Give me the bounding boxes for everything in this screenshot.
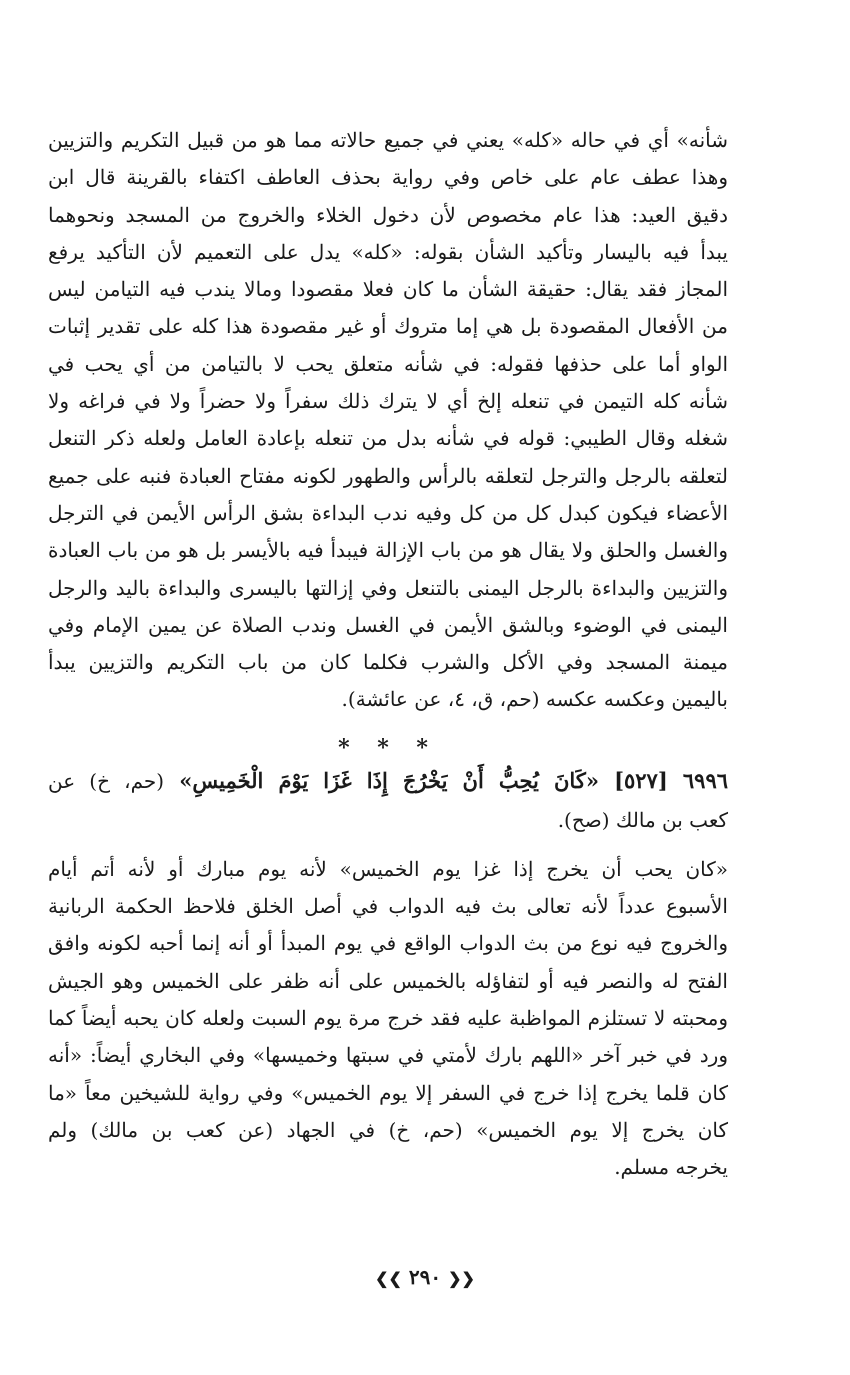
text-line: دقيق العيد: هذا عام مخصوص لأن دخول الخلاء والخروج من المسجد ونحوهما (48, 202, 728, 227)
section-separator: * * * (338, 734, 438, 761)
text-line: الواو أما على حذفها فقوله: في شأنه متعلق يحب لا بالتيامن من أي يحب في (48, 351, 728, 376)
text-line: يخرجه مسلم. (614, 1155, 728, 1180)
text-line: شأنه كله التيمن في تنعله إلخ أي لا يترك ذلك سفراً ولا حضراً ولا في فراغه ولا (48, 389, 728, 414)
hadith-heading (48, 761, 728, 843)
text-line: باليمين وعكسه عكسه (حم، ق، ٤، عن عائشة). (341, 687, 728, 712)
hadith-bracket-number: [٥٢٧] (614, 767, 668, 793)
text-line: والخروج فيه نوع من بث الدواب الواقع في يوم المبدأ أو أنه إنما أحبه لكونه وافق (48, 931, 728, 956)
page-number: ٢٩٠ (408, 1265, 442, 1289)
text-line: كان يخرج إلا يوم الخميس» (حم، خ) في الجهاد (عن كعب بن مالك) ولم (48, 1117, 728, 1142)
text-line: والتزيين والبداءة بالرجل اليمنى بالتنعل وفي إزالتها باليسرى والبداءة باليد والرجل (48, 575, 728, 600)
text-line: الأسبوع عدداً لأنه تعالى بث فيه الدواب في أصل الخلق فلاحظ الحكمة الربانية (48, 894, 728, 919)
ornament-right-icon: ❯❯ (375, 1269, 402, 1288)
text-line: يبدأ فيه باليسار وتأكيد الشأن بقوله: «كله» يدل على التعميم لأن التأكيد يرفع (48, 239, 728, 264)
hadith-text: «كَانَ يُحِبُّ أَنْ يَخْرُجَ إِذَا غَزَا يَوْمَ الْخَمِيسِ» (179, 767, 599, 793)
hadith-number: ٦٩٩٦ (682, 767, 729, 793)
text-line: ورد في خبر آخر «اللهم بارك لأمتي في سبتها وخميسها» وفي البخاري أيضاً: «أنه (48, 1043, 728, 1068)
commentary-paragraph-2 (48, 851, 728, 1187)
hadith-source: (حم، خ) عن (48, 768, 165, 793)
text-line: المجاز فقد يقال: حقيقة الشأن ما كان فعلا مقصودا ومالا يندب فيه التيامن ليس (48, 277, 728, 302)
text-line: ومحبته لا تستلزم المواظبة عليه فقد خرج مرة يوم السبت ولعله كان يحبه أيضاً كما (48, 1005, 728, 1030)
page-footer (0, 1265, 850, 1289)
text-line: شغله وقال الطيبي: قوله في شأنه بدل من تنعله بإعادة العامل ولعله ذكر التنعل (48, 426, 728, 451)
text-line: وهذا عطف عام على خاص وفي رواية بحذف العاطف اكتفاء بالقرينة قال ابن (48, 165, 728, 190)
text-line: «كان يحب أن يخرج إذا غزا يوم الخميس» لأنه يوم مبارك أو لأنه أتم أيام (48, 856, 728, 881)
text-line: كان قلما يخرج إذا خرج في السفر إلا يوم الخميس» وفي رواية للشيخين معاً «ما (48, 1080, 728, 1105)
ornament-left-icon: ❮❮ (448, 1269, 475, 1288)
text-line: شأنه» أي في حاله «كله» يعني في جميع حالاته مما هو من قبيل التكريم والتزيين (48, 128, 728, 152)
text-line: اليمنى في الوضوء وبالشق الأيمن في الغسل وندب الصلاة عن يمين الإمام وفي (48, 612, 728, 637)
page-body (48, 122, 728, 1186)
text-line: والغسل والحلق ولا يقال هو من باب الإزالة فيبدأ فيه بالأيسر بل هو من باب العبادة (48, 538, 728, 563)
hadith-heading-line (48, 761, 728, 801)
text-line: الفتح له والنصر فيه أو لتفاؤله بالخميس على أنه ظفر على الخميس وهو الجيش (48, 968, 728, 993)
text-line: ميمنة المسجد وفي الأكل والشرب فكلما كان من باب التكريم والتزيين يبدأ (48, 650, 728, 675)
text-line: من الأفعال المقصودة بل هي إما متروك أو غير مقصودة هذا كله على تقدير إثبات (48, 314, 728, 339)
hadith-source-line: كعب بن مالك (صح). (557, 807, 728, 832)
text-line: لتعلقه بالرجل والترجل لتعلقه بالرأس والطهور لكونه مفتاح العبادة فنبه على جميع (48, 463, 728, 488)
text-line: الأعضاء فيكون كبدل كل من كل وفيه ندب البداءة بشق الرأس الأيمن في الترجل (48, 500, 728, 525)
commentary-paragraph-1 (48, 122, 728, 719)
